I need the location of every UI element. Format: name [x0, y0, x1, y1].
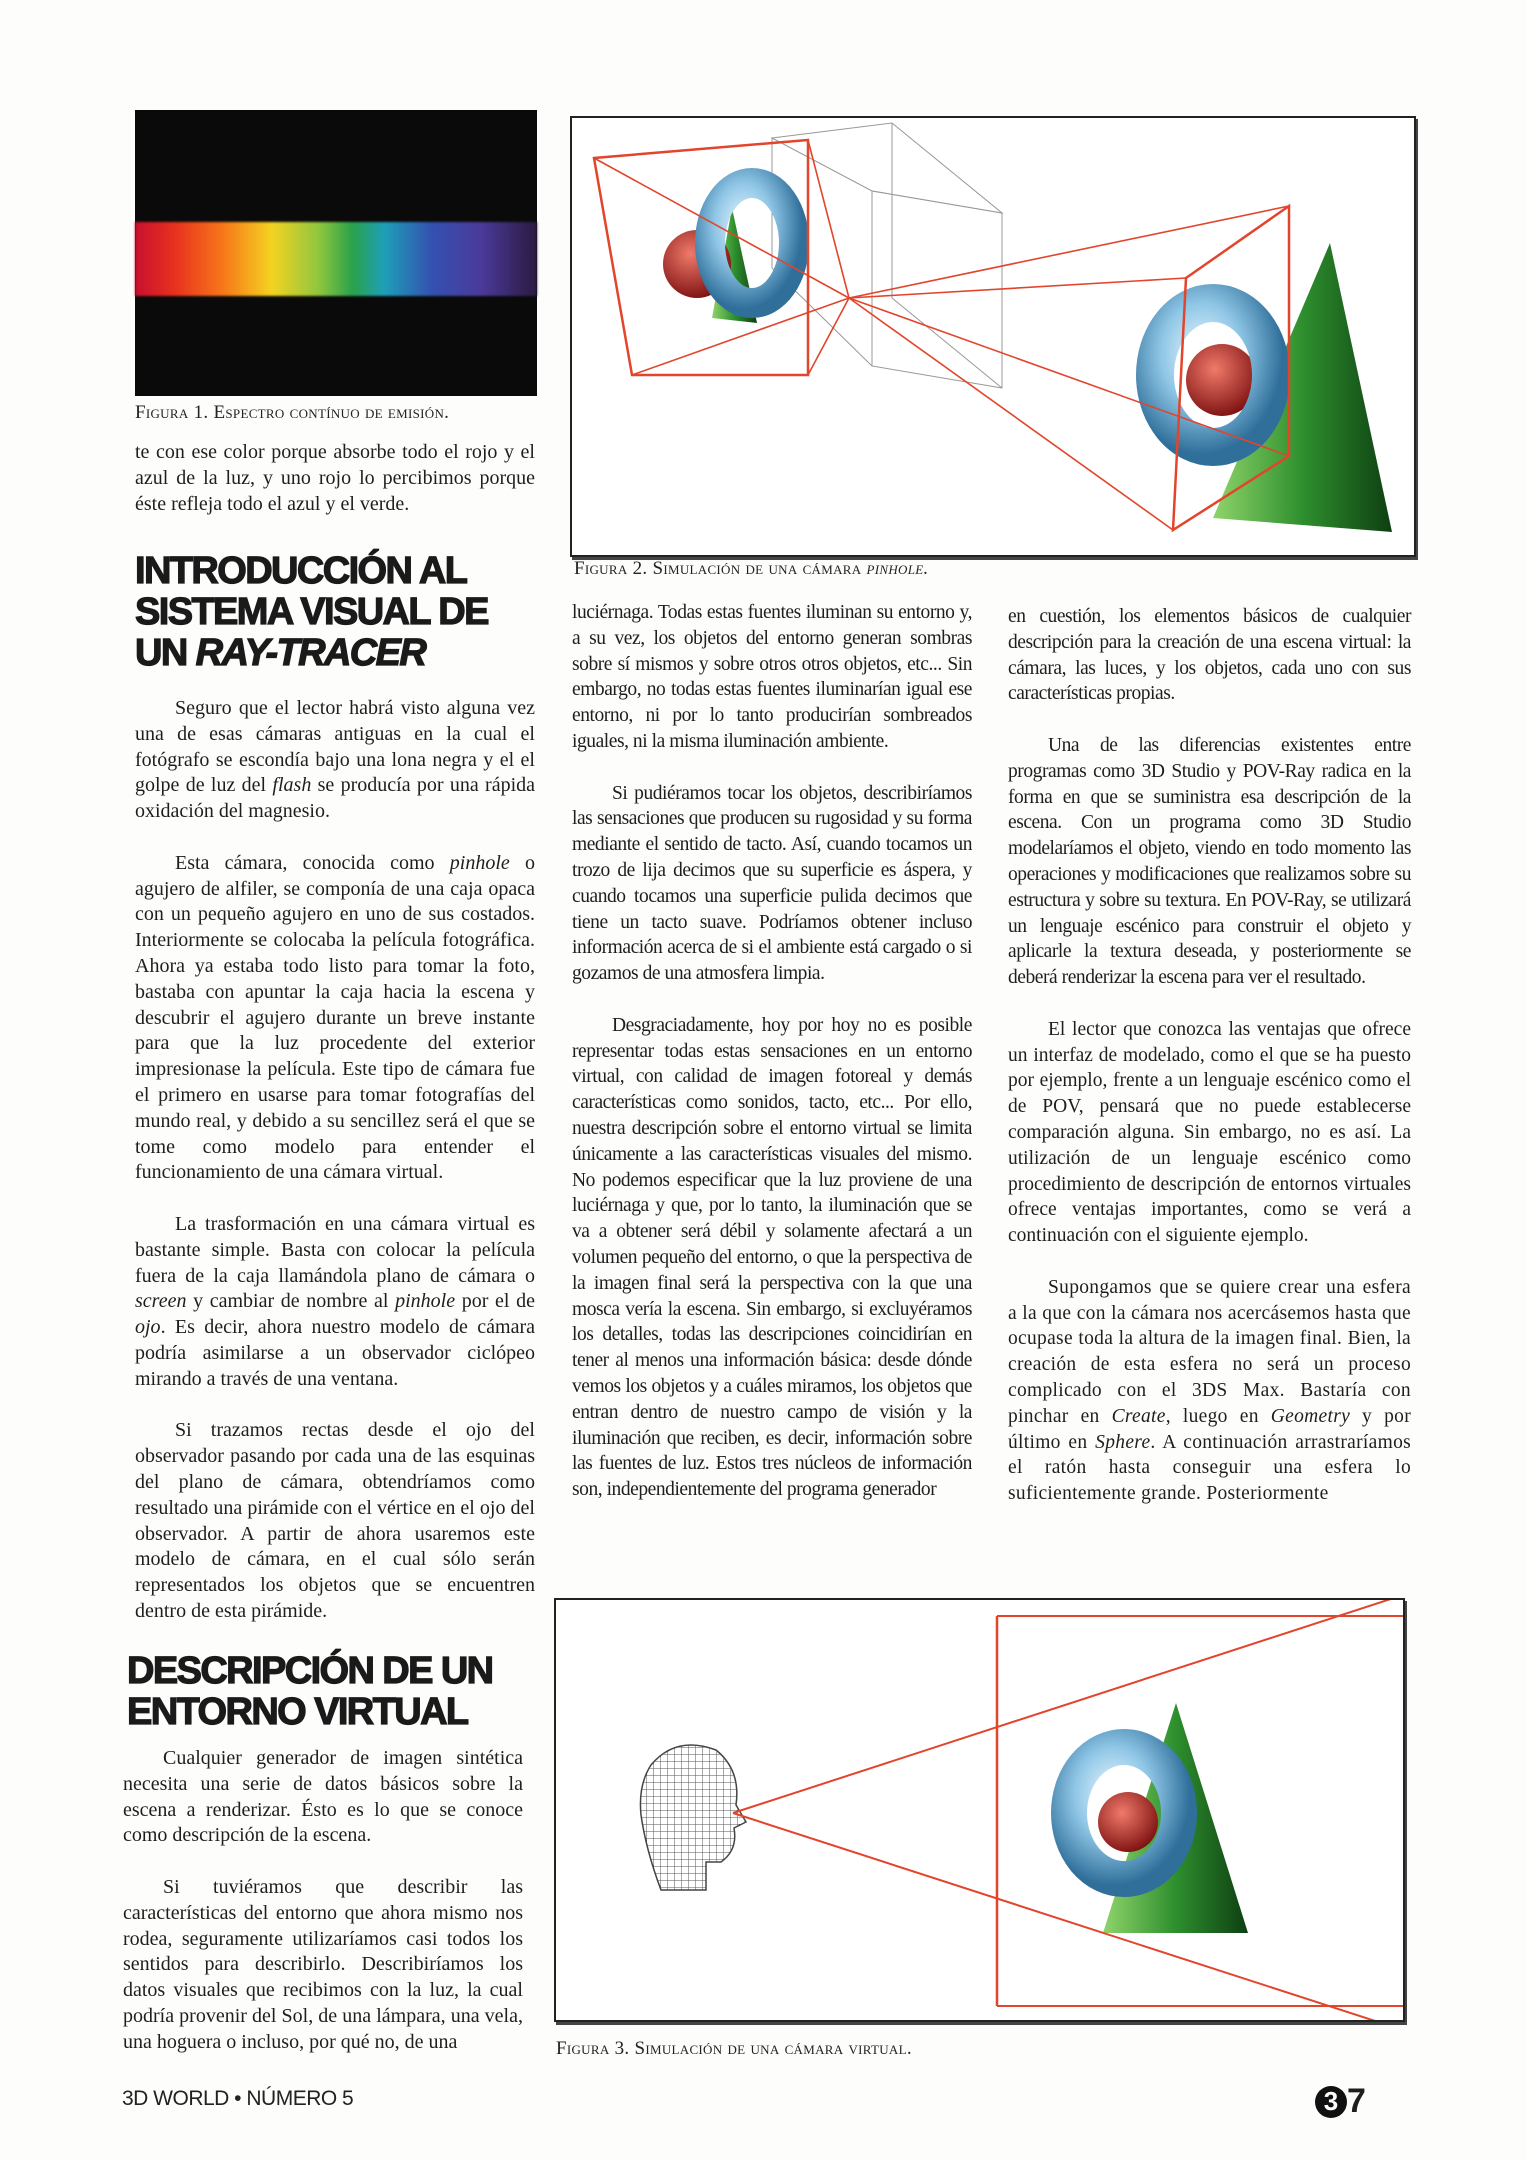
- text-run: , luego en: [1165, 1405, 1271, 1427]
- figure-2-caption-text: Figura 2. Simulación de una cámara: [574, 558, 867, 579]
- column-1-body: [135, 696, 535, 1650]
- paragraph: Desgraciadamente, hoy por hoy no es posible representar todas estas sensaciones en un entorno virtual, con calidad de imagen fotoreal y demás características como sonidos, tacto, etc... Por ello, nuestra descripción sobre el entorno virtual se limita únicamente a las características visuales del mismo. No podemos especificar que la luz proviene de una luciérnaga y que, por lo tanto, la iluminación que se va a obtener será débil y solamente afectará a un volumen pequeño del entorno, o que la perspectiva de la imagen final será la perspectiva con la que una mosca vería la escena. Sin embargo, si excluyéramos los detalles, todas las descripciones coincidirían en tener al menos una información básica: desde dónde vemos los objetos y a cuáles miramos, los objetos que entran dentro de nuestro campo de visión y la iluminación que reciben, es decir, información sobre las fuentes de luz. Estos tres núcleos de información son, independientemente del programa generador: [572, 1014, 972, 1501]
- italic-term: flash: [272, 774, 312, 797]
- italic-term: pinhole: [449, 851, 510, 874]
- paragraph: [1008, 1275, 1411, 1507]
- figure-1-caption: Figura 1. Espectro contínuo de emisión.: [135, 402, 450, 423]
- lead-paragraph: te con ese color porque absorbe todo el rojo y el azul de la luz, y uno rojo lo percibimos porque éste refleja todo el azul y el verde.: [135, 441, 535, 515]
- big-scene-objects: [1155, 243, 1392, 532]
- column-3-body: [1008, 604, 1411, 1533]
- page-number-digit: 7: [1347, 2082, 1366, 2120]
- italic-term: Create: [1111, 1405, 1166, 1427]
- footer-magazine-issue: 3D WORLD • NÚMERO 5: [122, 2087, 354, 2110]
- paragraph: Si trazamos rectas desde el ojo del observador pasando por cada una de las esquinas del plano de cámara, obtendríamos como resultado una pirámide con el vértice en el ojo del observador. A partir de ahora usaremos este modelo de cámara, en el cual sólo serán representados los objetos que se encuentren dentro de esta pirámide.: [135, 1419, 535, 1622]
- column-2-body: [572, 600, 972, 1529]
- page-number: [1315, 2082, 1366, 2121]
- figure-2-caption-italic: pinhole.: [866, 558, 929, 579]
- paragraph: Cualquier generador de imagen sintética necesita una serie de datos básicos sobre la escena a renderizar. Ésto es lo que se conoce como descripción de la escena.: [123, 1747, 523, 1847]
- figure-2-pinhole-image: [570, 116, 1416, 557]
- paragraph: [135, 696, 535, 825]
- text-run: Supongamos que se quiere crear una esfera a la que con la cámara nos acercásemos hasta que ocupase toda la altura de la imagen final. Bien, la creación de esta esfera no será un proceso complicado con el 3DS Max. Bastaría con pinchar en: [1008, 1276, 1411, 1427]
- heading-1-italic: RAY-TRACER: [195, 632, 426, 674]
- italic-term: Sphere: [1095, 1431, 1151, 1453]
- text-run: La trasformación en una cámara virtual es bastante simple. Basta con colocar la película fuera de la caja llamándola plano de cámara o: [135, 1212, 535, 1287]
- paragraph: El lector que conozca las ventajas que ofrece un interfaz de modelado, como el que se ha puesto por ejemplo, frente a un lenguaje escénico como el de POV, pensará que no puede establecerse comparación alguna. Sin embargo, no es así. La utilización de un lenguaje escénico como procedimiento de descripción de entornos virtuales ofrece ventajas importantes, como se verá a continuación con el siguiente ejemplo.: [1008, 1018, 1411, 1247]
- text-run: se producía por una rápida oxidación del magnesio.: [135, 774, 536, 823]
- paragraph: en cuestión, los elementos básicos de cualquier descripción para la creación de una escena virtual: la cámara, las luces, y los objetos, cada uno con sus características propias.: [1008, 606, 1411, 705]
- figure-3-caption: Figura 3. Simulación de una cámara virtual.: [556, 2038, 912, 2059]
- text-run: y cambiar de nombre al: [186, 1290, 396, 1313]
- page-number-circled-digit: 3: [1315, 2086, 1347, 2118]
- text-run: . Es decir, ahora nuestro modelo de cámara podría asimilarse a un observador ciclópeo mirando a través de una ventana.: [135, 1316, 535, 1390]
- figure-1-spectrum-image: [135, 110, 537, 396]
- spectrum-band: [135, 222, 537, 296]
- column-1-bottom: [123, 1746, 523, 2081]
- paragraph: [135, 851, 535, 1186]
- text-run: o agujero de alfiler, se componía de una caja opaca con un pequeño agujero en uno de sus costados. Interiormente se colocaba la película fotográfica. Ahora ya estaba todo listo para tomar la foto, bastaba con apuntar la caja hacia la escena y descubrir el agujero durante un breve instante para que la luz procedente del exterior impresionase la película. Este tipo de cámara fue el primero en usarse para tomar fotografías del mundo real, y debido a su sencillez será el que se tome como modelo para entender el funcionamiento de una cámara virtual.: [135, 851, 536, 1184]
- heading-descripcion: DESCRIPCIÓN DE UN ENTORNO VIRTUAL: [127, 1650, 493, 1733]
- italic-term: Geometry: [1270, 1405, 1351, 1427]
- heading-introduccion: [135, 551, 545, 674]
- italic-term: ojo: [135, 1316, 161, 1339]
- virtual-scene-objects: [1069, 1703, 1248, 1933]
- text-run: y por último en: [1008, 1405, 1411, 1453]
- small-scene-objects: [663, 183, 794, 323]
- italic-term: pinhole: [395, 1290, 456, 1313]
- italic-term: screen: [135, 1290, 187, 1313]
- wireframe-head-icon: [640, 1745, 746, 1890]
- text-run: Esta cámara, conocida como: [175, 851, 450, 874]
- text-run: por el de: [455, 1290, 535, 1313]
- paragraph: Una de las diferencias existentes entre programas como 3D Studio y POV-Ray radica en la forma en que se suministra esa descripción de la escena. Con un programa como 3D Studio modelaríamos el objeto, viendo en todo momento las operaciones y modificaciones que realizamos sobre su estructura y sobre su textura. En POV-Ray, se utilizará un lenguaje escénico para construir el objeto y aplicarle la textura deseada, y posteriormente se deberá renderizar la escena para ver el resultado.: [1008, 734, 1411, 989]
- paragraph: Si tuviéramos que describir las características del entorno que ahora mismo nos rodea, seguramente utilizaríamos casi todos los sentidos para describirlo. Describiríamos los datos visuales que recibimos con la luz, la cual podría provenir del Sol, de una lámpara, una vela, una hoguera o incluso, por qué no, de una: [123, 1875, 523, 2053]
- figure-2-caption: [574, 558, 929, 580]
- text-run: . A continuación arrastraríamos el ratón hasta conseguir una esfera lo suficientemente grande. Posteriormente: [1008, 1431, 1412, 1505]
- heading-1-text: INTRODUCCIÓN AL SISTEMA VISUAL DE UN: [135, 550, 488, 674]
- column-1-top: [135, 440, 535, 543]
- paragraph: luciérnaga. Todas estas fuentes iluminan su entorno y, a su vez, los objetos del entorno generan sombras sobre sí mismos y sobre otros otros objetos, etc... Sin embargo, no todas estas fuentes iluminarían igual ese entorno, ni por lo tanto producirían sombreados iguales, ni la misma iluminación ambiente.: [572, 602, 972, 752]
- paragraph: Si pudiéramos tocar los objetos, describiríamos las sensaciones que producen su rugosidad y su forma mediante el sentido de tacto. Así, cuando tocamos un trozo de lija decimos que su superficie es áspera, y cuando tocamos una superficie pulida decimos que tiene un tacto suave. Podríamos obtener incluso información acerca de si el ambiente está cargado o si gozamos de una atmosfera limpia.: [572, 782, 972, 985]
- text-run: Seguro que el lector habrá visto alguna vez una de esas cámaras antiguas en la cual el fotógrafo se escondía bajo una lona negra y el el golpe de luz del: [135, 697, 535, 797]
- paragraph: [135, 1212, 535, 1393]
- pinhole-camera-illustration: [572, 118, 1414, 555]
- figure-3-virtual-camera-image: [554, 1598, 1405, 2022]
- virtual-camera-illustration: [556, 1600, 1403, 2020]
